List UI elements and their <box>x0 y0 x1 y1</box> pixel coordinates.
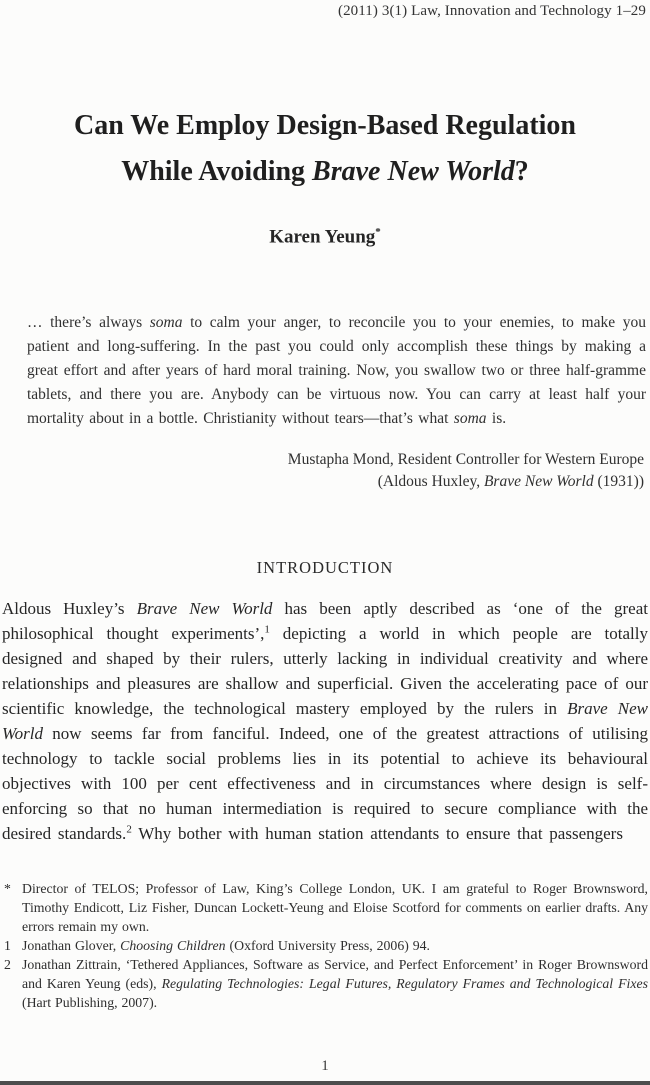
text-run: (Aldous Huxley, <box>377 473 484 490</box>
text-run: (Hart Publishing, 2007). <box>22 995 158 1010</box>
page-bottom-edge-shadow <box>0 1081 650 1085</box>
text-run: (Oxford University Press, 2006) 94. <box>225 938 431 953</box>
footnote-text <box>22 881 648 934</box>
italic-text-run: Regulating Technologies: Legal Futures, Regulatory Frames and Technological Fixes <box>161 976 648 991</box>
journal-citation: (2011) 3(1) Law, Innovation and Technology 1–29 <box>337 3 646 19</box>
footnote-marker-asterisk: * <box>4 881 11 896</box>
section-heading-introduction: INTRODUCTION <box>256 558 394 577</box>
title-line-2 <box>0 149 650 195</box>
italic-text-run: Brave New World <box>312 156 515 187</box>
text-run: is. <box>486 410 507 427</box>
text-run: now seems far from fanciful. Indeed, one of the greatest attractions of utilising technology to tackle social problems lies in its potential to achieve its behavioural objectives with 100 per cent effectiveness and in circumstances where design is self-enforcing so that no human intermediation is required to secure compliance with the desired standards. <box>2 724 648 843</box>
text-run: Jonathan Glover, <box>22 938 121 953</box>
footnote-1 <box>2 936 648 955</box>
text-run: ? <box>514 156 529 187</box>
text-run: Jonathan Zittrain, ‘Tethered Appliances, Software as Service, and Perfect Enforcement’ in Roger Brownsword and Karen Yeung (eds), <box>22 957 648 991</box>
author-name-text: Karen Yeung <box>269 226 376 248</box>
attribution-line-2 <box>27 471 644 493</box>
text-run: … there’s always <box>27 314 150 331</box>
italic-text-run: Brave New World <box>2 699 648 743</box>
footnote-author-note <box>2 879 648 936</box>
footnote-marker-2: 2 <box>4 957 11 972</box>
italic-text-run: soma <box>453 410 487 427</box>
footnote-text <box>22 957 648 1010</box>
footnotes-block <box>2 879 648 1012</box>
text-run: While Avoiding <box>121 156 313 187</box>
italic-text-run: Brave New World <box>136 599 273 618</box>
italic-text-run: Choosing Children <box>120 938 226 953</box>
introduction-paragraph <box>2 596 648 846</box>
italic-text-run: Brave New World <box>483 473 594 490</box>
footnote-text <box>22 938 430 953</box>
text-run: to calm your anger, to reconcile you to your enemies, to make you patient and long-suffering. In the past you could only accomplish these things by making a great effort and after years of hard moral training. Now, you swallow two or three half-gramme tablets, and there you are. Anybody can be virtuous now. You can carry at least half your mortality about in a bottle. Christianity without tears—that’s what <box>27 314 646 427</box>
attribution-line-1: Mustapha Mond, Resident Controller for Western Europe <box>287 451 644 468</box>
footnote-ref-1: 1 <box>264 623 270 636</box>
title-line-1: Can We Employ Design-Based Regulation <box>74 110 576 141</box>
text-run: depicting a world in which people are totally designed and shaped by their rulers, utterly lacking in individual creativity and where relationships and pleasures are shallow and superficial. Given the accelerating pace of our scientific knowledge, the technological mastery employed by the rulers in <box>2 624 648 718</box>
page-number: 1 <box>321 1058 329 1074</box>
text-run: Why bother with human station attendants to ensure that passengers <box>131 824 623 843</box>
footnote-marker-1: 1 <box>4 938 11 953</box>
author-byline <box>0 226 650 248</box>
author-note-marker: * <box>375 226 381 238</box>
epigraph-quote <box>27 311 646 431</box>
text-run: Director of TELOS; Professor of Law, King’s College London, UK. I am grateful to Roger Brownsword, Timothy Endicott, Liz Fisher, Duncan Lockett-Yeung and Eloise Scotford for comments on earlier drafts. Any errors remain my own. <box>22 881 648 934</box>
text-run: Aldous Huxley’s <box>2 599 137 618</box>
text-run: has been aptly described as ‘one of the great philosophical thought experiments’, <box>2 599 648 643</box>
paper-title <box>0 103 650 195</box>
italic-text-run: soma <box>149 314 183 331</box>
footnote-ref-2: 2 <box>126 823 132 836</box>
text-run: (1931)) <box>593 473 644 490</box>
epigraph-attribution <box>27 449 644 493</box>
footnote-2 <box>2 955 648 1012</box>
